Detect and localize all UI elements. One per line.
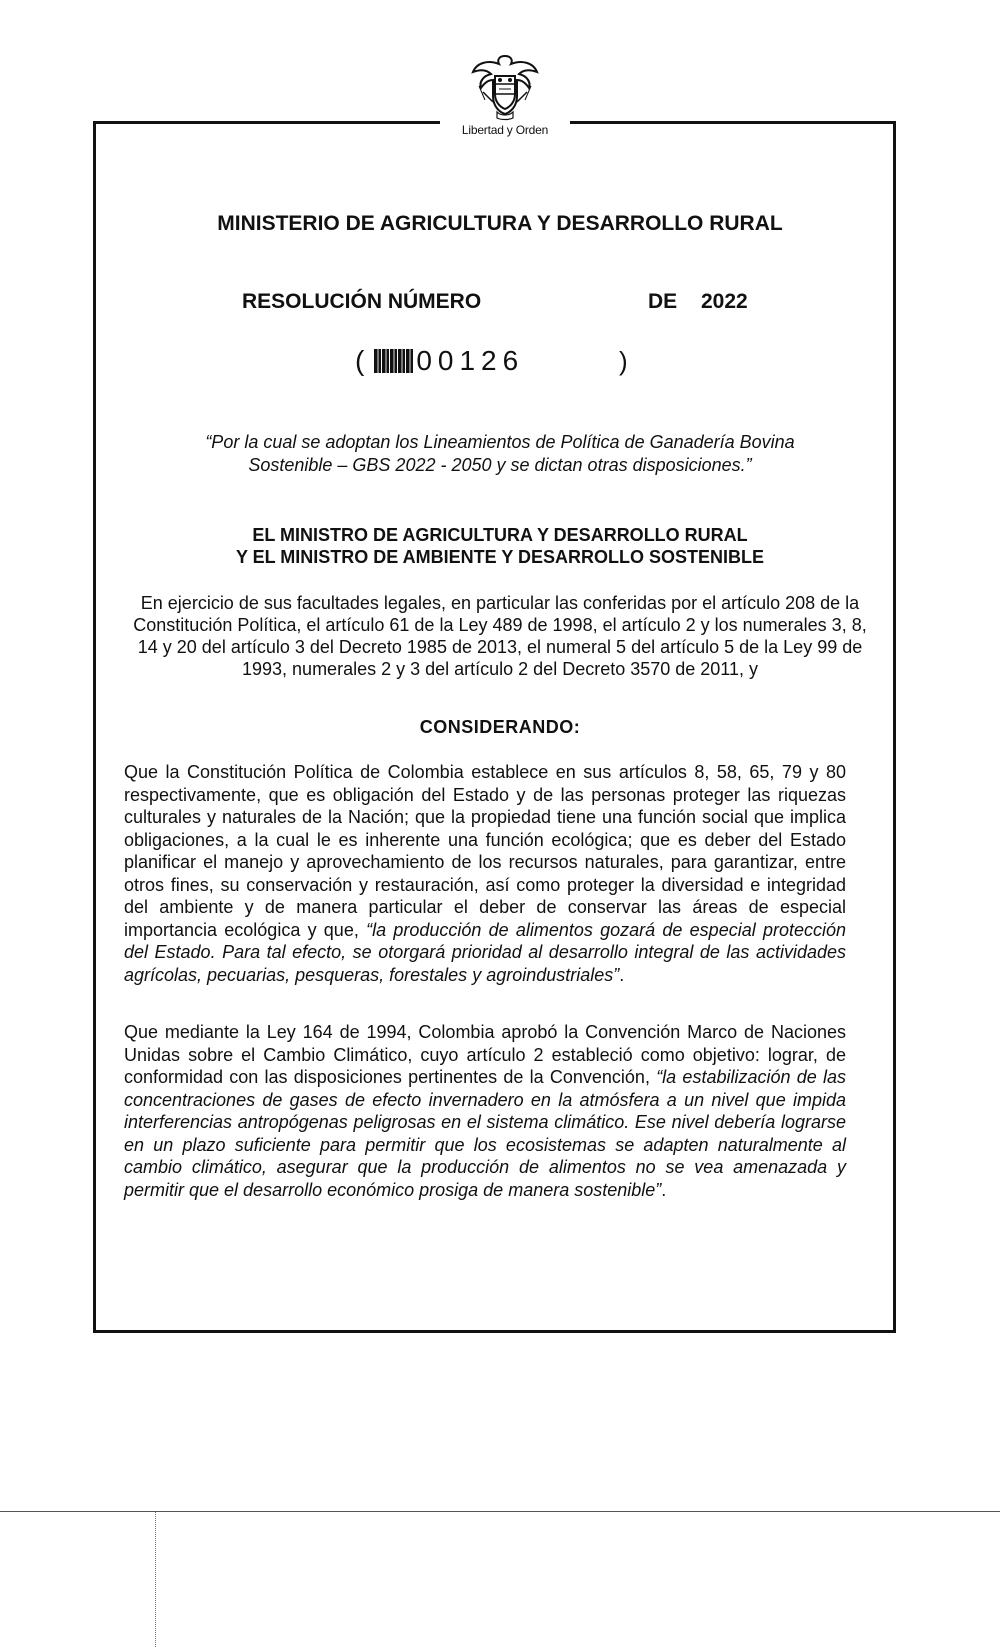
- scan-margin-line: [155, 1512, 156, 1647]
- ministers-heading: [0, 524, 1000, 568]
- subject-line-2: Sostenible – GBS 2022 - 2050 y se dictan otras disposiciones.”: [248, 455, 752, 475]
- motto-text: Libertad y Orden: [461, 123, 549, 137]
- ministry-title: MINISTERIO DE AGRICULTURA Y DESARROLLO RURAL: [217, 212, 783, 235]
- legal-faculties: En ejercicio de sus facultades legales, en particular las conferidas por el artículo 208 de la Constitución Política, el artículo 61 de la Ley 489 de 1998, el artículo 2 y los numerales 3, 8, 14 y 20 del artículo 3 del Decreto 1985 de 2013, el numeral 5 del artículo 5 de la Ley 99 de 1993, numerales 2 y 3 del artículo 2 del Decreto 3570 de 2011, y: [133, 593, 867, 679]
- paragraph-climate-convention: [124, 1021, 846, 1201]
- scan-footer-line: [0, 1511, 1000, 1512]
- ministers-line-2: Y EL MINISTRO DE AMBIENTE Y DESARROLLO SOSTENIBLE: [235, 547, 765, 567]
- considerando-heading: CONSIDERANDO:: [419, 717, 581, 737]
- paragraph-text: Que la Constitución Política de Colombia establece en sus artículos 8, 58, 65, 79 y 80 respectivamente, que es obligación del Estado y de las personas proteger las riquezas culturales y naturales de la Nación; que la propiedad tiene una función social que implica obligaciones, a la cual le es inherente una función ecológica; que es deber del Estado planificar el manejo y aprovechamiento de los recursos naturales, para garantizar, entre otros fines, su conservación y restauración, así como proteger la diversidad e integridad del ambiente y de manera particular el deber de conservar las áreas de especial importancia ecológica y que,: [124, 762, 846, 940]
- resolution-label: RESOLUCIÓN NÚMERO: [242, 290, 482, 313]
- paragraph-end: .: [661, 1179, 667, 1200]
- coat-of-arms: [440, 40, 570, 150]
- resolution-number: [355, 345, 524, 377]
- stamp-mark: [374, 349, 414, 373]
- resolution-de: DE: [648, 290, 678, 313]
- open-paren: (: [355, 345, 371, 376]
- paragraph-text: Que mediante la Ley 164 de 1994, Colombia aprobó la Convención Marco de Naciones Unidas sobre el Cambio Climático, cuyo artículo 2 estableció como objetivo: lograr, de conformidad con las disposiciones pertinentes de la Convención,: [124, 1022, 846, 1087]
- paragraph-quote: “la estabilización de las concentraciones de gases de efecto invernadero en la atmósfera a un nivel que impida interferencias antropógenas peligrosas en el sistema climático. Ese nivel debería lograrse en un plazo suficiente para permitir que los ecosistemas se adapten naturalmente al cambio climático, asegurar que la producción de alimentos no se vea amenazada y permitir que el desarrollo económico prosiga de manera sostenible”: [124, 1067, 846, 1200]
- subject-line-1: “Por la cual se adoptan los Lineamientos de Política de Ganadería Bovina: [205, 432, 795, 452]
- paragraph-end: .: [619, 964, 625, 985]
- resolution-year: 2022: [701, 290, 748, 313]
- paragraph-quote: “la producción de alimentos gozará de especial protección del Estado. Para tal efecto, se otorgará prioridad al desarrollo integral de las actividades agrícolas, pecuarias, pesqueras, forestales y agroindustriales”: [124, 919, 846, 985]
- close-paren: ): [619, 346, 628, 376]
- paragraph-constitution: [124, 761, 846, 986]
- resolution-subject: [150, 431, 850, 477]
- coat-of-arms-icon: [469, 52, 541, 122]
- resolution-number-value: 00126: [416, 345, 525, 376]
- ministers-line-1: EL MINISTRO DE AGRICULTURA Y DESARROLLO RURAL: [252, 525, 748, 545]
